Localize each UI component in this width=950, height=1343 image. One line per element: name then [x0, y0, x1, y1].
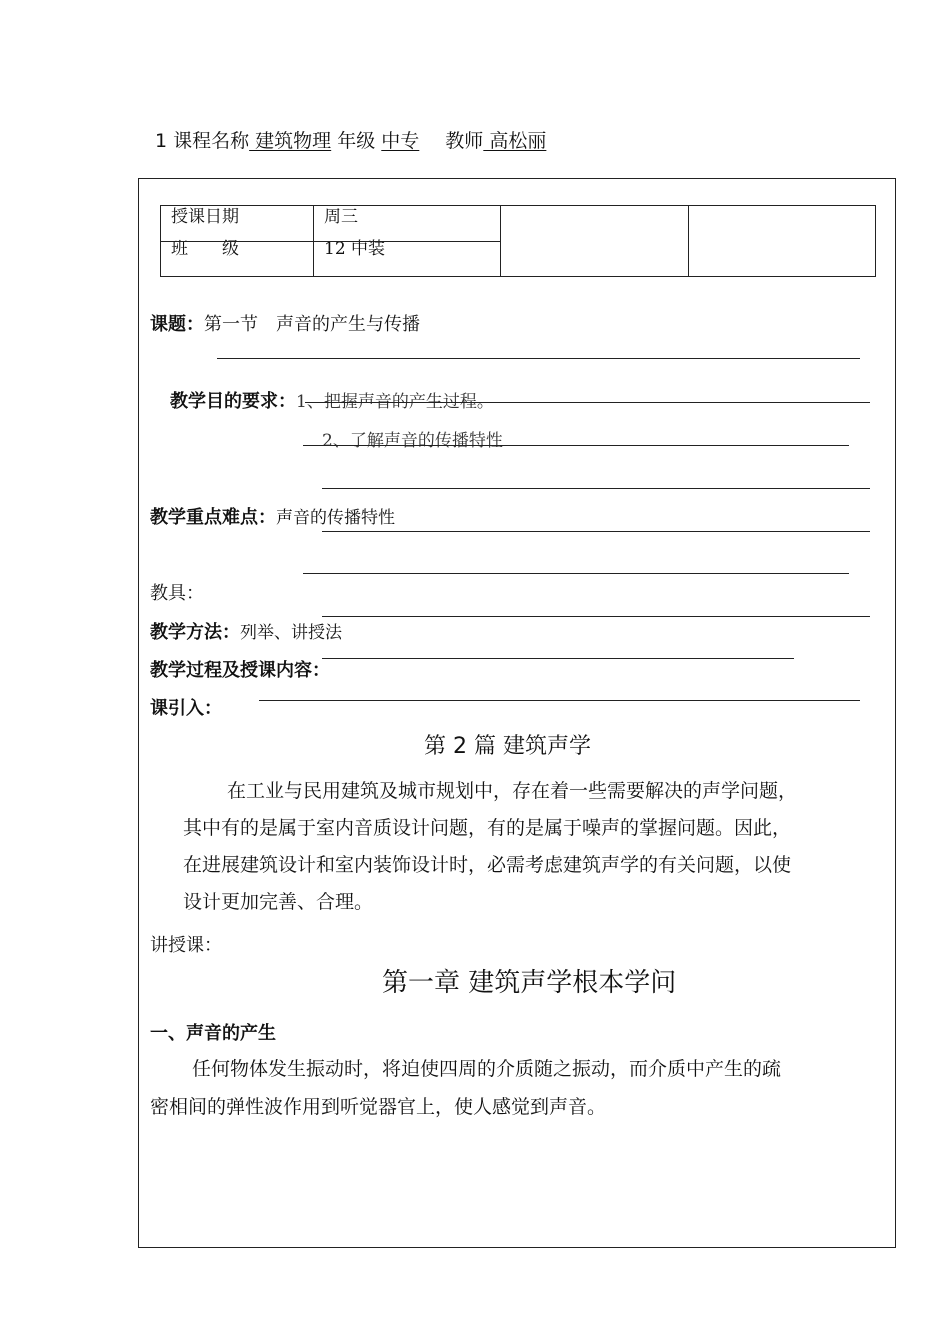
empty-cell	[501, 206, 689, 277]
course-header	[155, 126, 546, 153]
info-value-cell	[314, 206, 501, 277]
blank-line	[322, 616, 870, 617]
date-value: 周三	[324, 207, 358, 227]
method-line	[150, 618, 342, 644]
grade-value: 中专	[381, 130, 420, 152]
strike-line	[314, 241, 500, 242]
header-prefix: 1 课程名称	[155, 130, 250, 152]
aids-label: 教具：	[150, 583, 204, 604]
info-label-cell	[161, 206, 314, 277]
blank-line	[322, 658, 794, 659]
section-paragraph-line: 密相间的弹性波作用到听觉器官上，使人感觉到声音。	[150, 1096, 607, 1118]
part-title: 第 2 篇 建筑声学	[424, 734, 591, 759]
key-points-line	[150, 503, 395, 529]
lecture-label: 讲授课：	[150, 935, 222, 956]
empty-cell	[689, 206, 876, 277]
objective-item-2: 2、了解声音的传播特性	[322, 431, 503, 451]
blank-line	[305, 402, 870, 403]
method-label: 教学方法：	[150, 622, 240, 643]
process-label: 教学过程及授课内容：	[150, 660, 330, 681]
grade-label: 年级	[331, 130, 382, 152]
objectives-label: 教学目的要求：	[170, 391, 296, 412]
blank-line	[322, 531, 870, 532]
info-table	[160, 205, 876, 277]
key-points-value: 声音的传播特性	[276, 508, 395, 528]
topic-label: 课题：	[150, 314, 204, 335]
strike-line	[161, 241, 313, 242]
blank-line	[303, 573, 849, 574]
blank-line	[322, 488, 870, 489]
date-label: 授课日期	[171, 207, 239, 227]
class-value: 12 中装	[324, 239, 386, 259]
topic-value: 第一节 声音的产生与传播	[204, 314, 420, 335]
intro-paragraph-line: 设计更加完善、合理。	[183, 891, 374, 913]
objectives-line	[170, 387, 494, 413]
key-points-label: 教学重点难点：	[150, 507, 276, 528]
section-heading: 一、声音的产生	[150, 1023, 276, 1044]
intro-label: 课引入：	[150, 698, 222, 719]
method-value: 列举、讲授法	[240, 623, 342, 643]
topic-line	[150, 310, 420, 336]
class-label: 班 级	[171, 239, 239, 259]
blank-line	[259, 700, 860, 701]
objective-item-1: 1、把握声音的产生过程。	[296, 392, 494, 412]
teacher-label: 教师	[445, 130, 484, 152]
teacher-name: 高松丽	[483, 130, 547, 152]
blank-line	[303, 445, 849, 446]
course-name: 建筑物理	[249, 130, 332, 152]
intro-paragraph-line: 在进展建筑设计和室内装饰设计时，必需考虑建筑声学的有关问题，以使	[183, 854, 792, 876]
chapter-title: 第一章 建筑声学根本学问	[382, 968, 677, 998]
intro-paragraph-line: 其中有的是属于室内音质设计问题，有的是属于噪声的掌握问题。因此，	[183, 817, 792, 839]
section-paragraph-line: 任何物体发生振动时，将迫使四周的介质随之振动，而介质中产生的疏	[192, 1058, 782, 1080]
blank-line	[217, 358, 860, 359]
intro-paragraph-line: 在工业与民用建筑及城市规划中，存在着一些需要解决的声学问题，	[227, 780, 798, 802]
